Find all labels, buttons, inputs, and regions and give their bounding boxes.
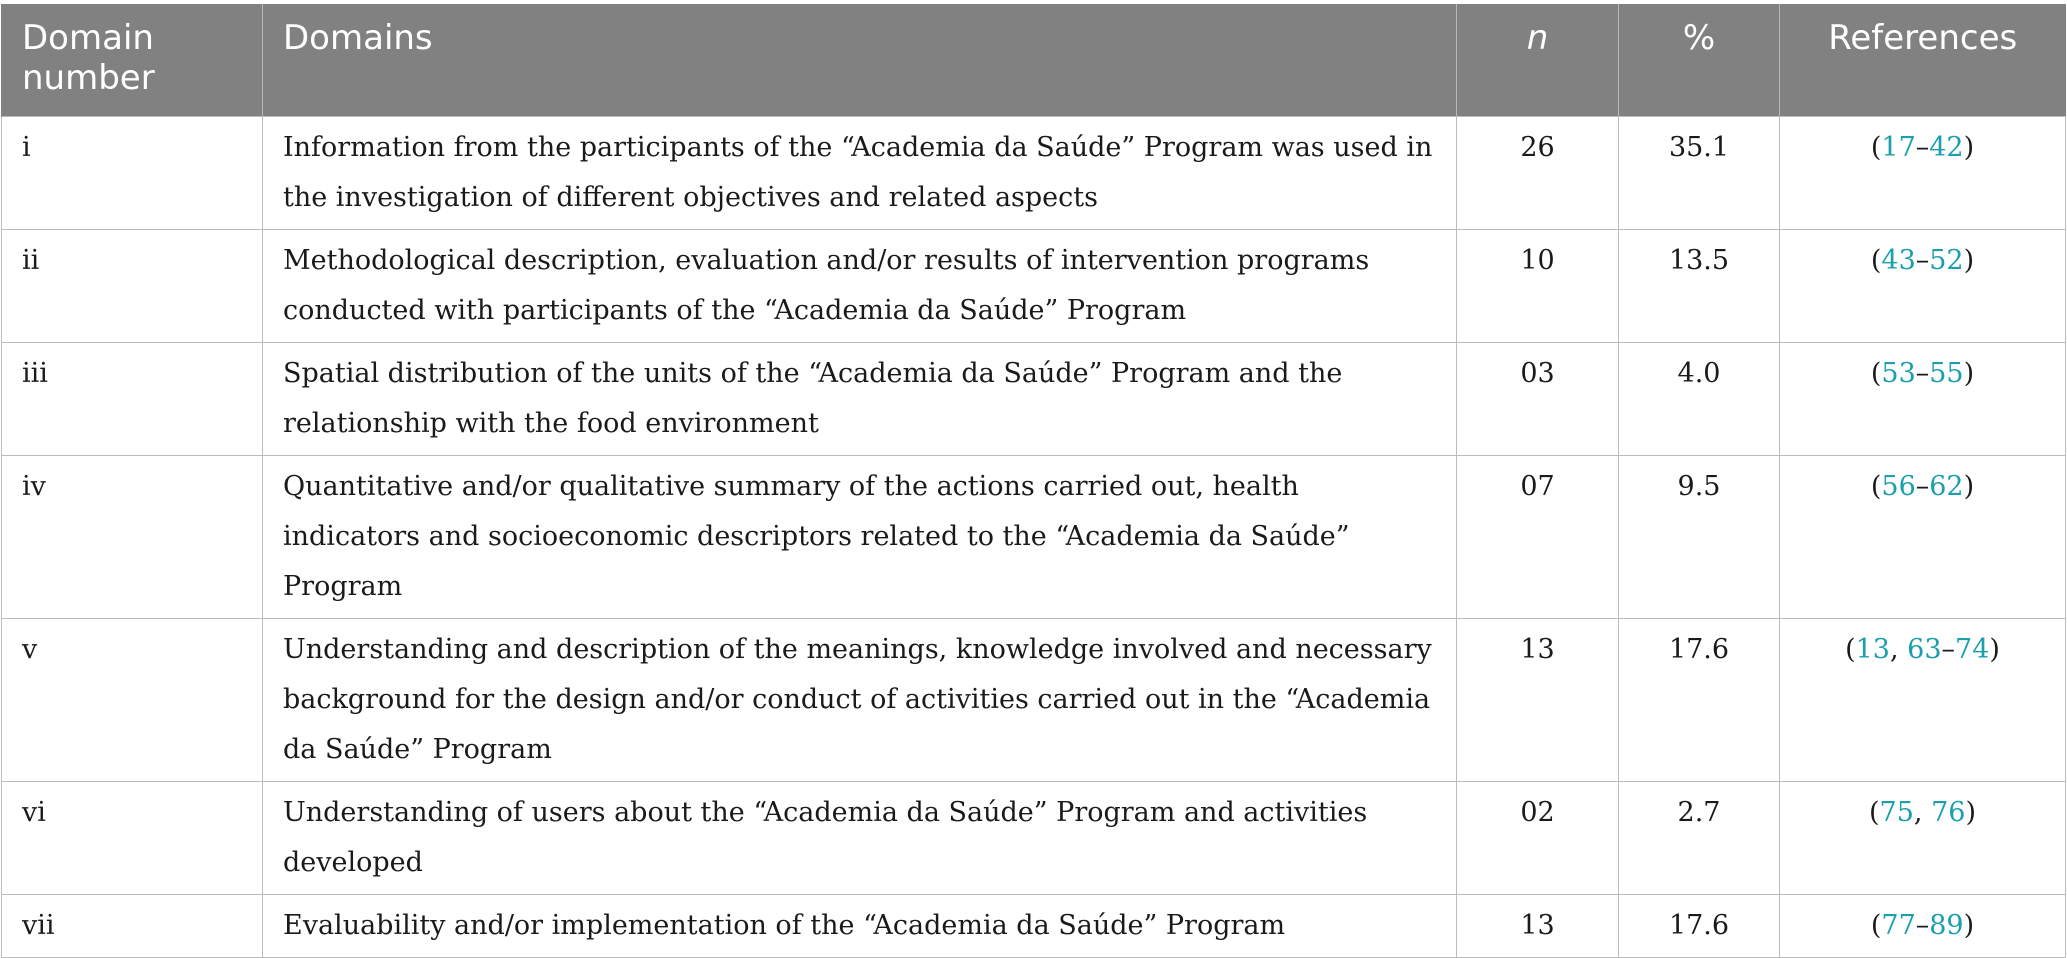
reference-link[interactable]: 74: [1955, 633, 1990, 665]
table-row: [2, 894, 2066, 957]
table-row: [2, 342, 2066, 455]
domain-number-cell: ii: [2, 229, 263, 342]
domain-description-cell: Spatial distribution of the units of the “Academia da Saúde” Program and the relationship with the food environment: [263, 342, 1457, 455]
domains-table: [1, 4, 2066, 958]
references-cell: [1780, 455, 2066, 618]
domain-number-cell: vi: [2, 781, 263, 894]
percent-cell: 2.7: [1619, 781, 1780, 894]
domain-number-cell: vii: [2, 894, 263, 957]
header-row: [2, 4, 2066, 116]
paren-close: ): [1963, 909, 1975, 941]
domain-description-cell: Methodological description, evaluation and/or results of intervention programs conducted with participants of the “Academia da Saúde” Program: [263, 229, 1457, 342]
domain-description-cell: Quantitative and/or qualitative summary of the actions carried out, health indicators and socioeconomic descriptors related to the “Academia da Saúde” Program: [263, 455, 1457, 618]
paren-close: ): [1965, 796, 1976, 828]
references-cell: [1780, 894, 2066, 957]
percent-cell: 17.6: [1619, 618, 1780, 781]
n-cell: 07: [1457, 455, 1619, 618]
paren-close: ): [1963, 131, 1975, 163]
paren-open: (: [1870, 909, 1882, 941]
range-separator: –: [1915, 244, 1930, 276]
percent-cell: 13.5: [1619, 229, 1780, 342]
range-separator: –: [1915, 357, 1930, 389]
reference-link[interactable]: 43: [1881, 244, 1916, 276]
references-cell: [1780, 116, 2066, 229]
header-domains: Domains: [263, 4, 1457, 116]
percent-cell: 9.5: [1619, 455, 1780, 618]
table-row: [2, 781, 2066, 894]
n-cell: 10: [1457, 229, 1619, 342]
n-cell: 03: [1457, 342, 1619, 455]
paren-close: ): [1963, 357, 1975, 389]
header-n: n: [1457, 4, 1619, 116]
domain-description-cell: Understanding and description of the meanings, knowledge involved and necessary background for the design and/or conduct of activities carried out in the “Academia da Saúde” Program: [263, 618, 1457, 781]
list-separator: ,: [1913, 796, 1932, 828]
references-cell: [1780, 781, 2066, 894]
domain-number-cell: i: [2, 116, 263, 229]
reference-link[interactable]: 42: [1929, 131, 1964, 163]
references-cell: [1780, 342, 2066, 455]
percent-cell: 4.0: [1619, 342, 1780, 455]
reference-link[interactable]: 55: [1929, 357, 1964, 389]
range-separator: –: [1915, 470, 1930, 502]
reference-link[interactable]: 17: [1881, 131, 1916, 163]
reference-link[interactable]: 52: [1929, 244, 1964, 276]
domain-description-cell: Evaluability and/or implementation of the “Academia da Saúde” Program: [263, 894, 1457, 957]
paren-open: (: [1870, 470, 1882, 502]
paren-open: (: [1870, 131, 1882, 163]
n-cell: 13: [1457, 618, 1619, 781]
header-percent: %: [1619, 4, 1780, 116]
range-separator: –: [1941, 633, 1956, 665]
range-separator: –: [1915, 131, 1930, 163]
reference-link[interactable]: 89: [1929, 909, 1964, 941]
references-cell: [1780, 618, 2066, 781]
percent-cell: 17.6: [1619, 894, 1780, 957]
paren-close: ): [1963, 470, 1975, 502]
n-cell: 13: [1457, 894, 1619, 957]
paren-close: ): [1989, 633, 2000, 665]
table-row: [2, 229, 2066, 342]
table-row: [2, 116, 2066, 229]
list-separator: ,: [1889, 633, 1908, 665]
domain-description-cell: Understanding of users about the “Academia da Saúde” Program and activities developed: [263, 781, 1457, 894]
header-domain-number: Domain number: [2, 4, 263, 116]
domain-number-cell: iv: [2, 455, 263, 618]
reference-link[interactable]: 75: [1879, 796, 1914, 828]
reference-link[interactable]: 56: [1881, 470, 1916, 502]
domain-number-cell: iii: [2, 342, 263, 455]
paren-open: (: [1870, 244, 1882, 276]
reference-link[interactable]: 76: [1931, 796, 1966, 828]
percent-cell: 35.1: [1619, 116, 1780, 229]
paren-open: (: [1870, 357, 1882, 389]
reference-link[interactable]: 62: [1929, 470, 1964, 502]
n-cell: 02: [1457, 781, 1619, 894]
reference-link[interactable]: 63: [1907, 633, 1942, 665]
domain-number-cell: v: [2, 618, 263, 781]
reference-link[interactable]: 53: [1881, 357, 1916, 389]
reference-link[interactable]: 13: [1855, 633, 1890, 665]
domain-description-cell: Information from the participants of the “Academia da Saúde” Program was used in the investigation of different objectives and related aspects: [263, 116, 1457, 229]
reference-link[interactable]: 77: [1881, 909, 1916, 941]
header-references: References: [1780, 4, 2066, 116]
n-cell: 26: [1457, 116, 1619, 229]
paren-close: ): [1963, 244, 1975, 276]
table-row: [2, 455, 2066, 618]
references-cell: [1780, 229, 2066, 342]
paren-open: (: [1869, 796, 1880, 828]
table-row: [2, 618, 2066, 781]
paren-open: (: [1845, 633, 1856, 665]
range-separator: –: [1915, 909, 1930, 941]
